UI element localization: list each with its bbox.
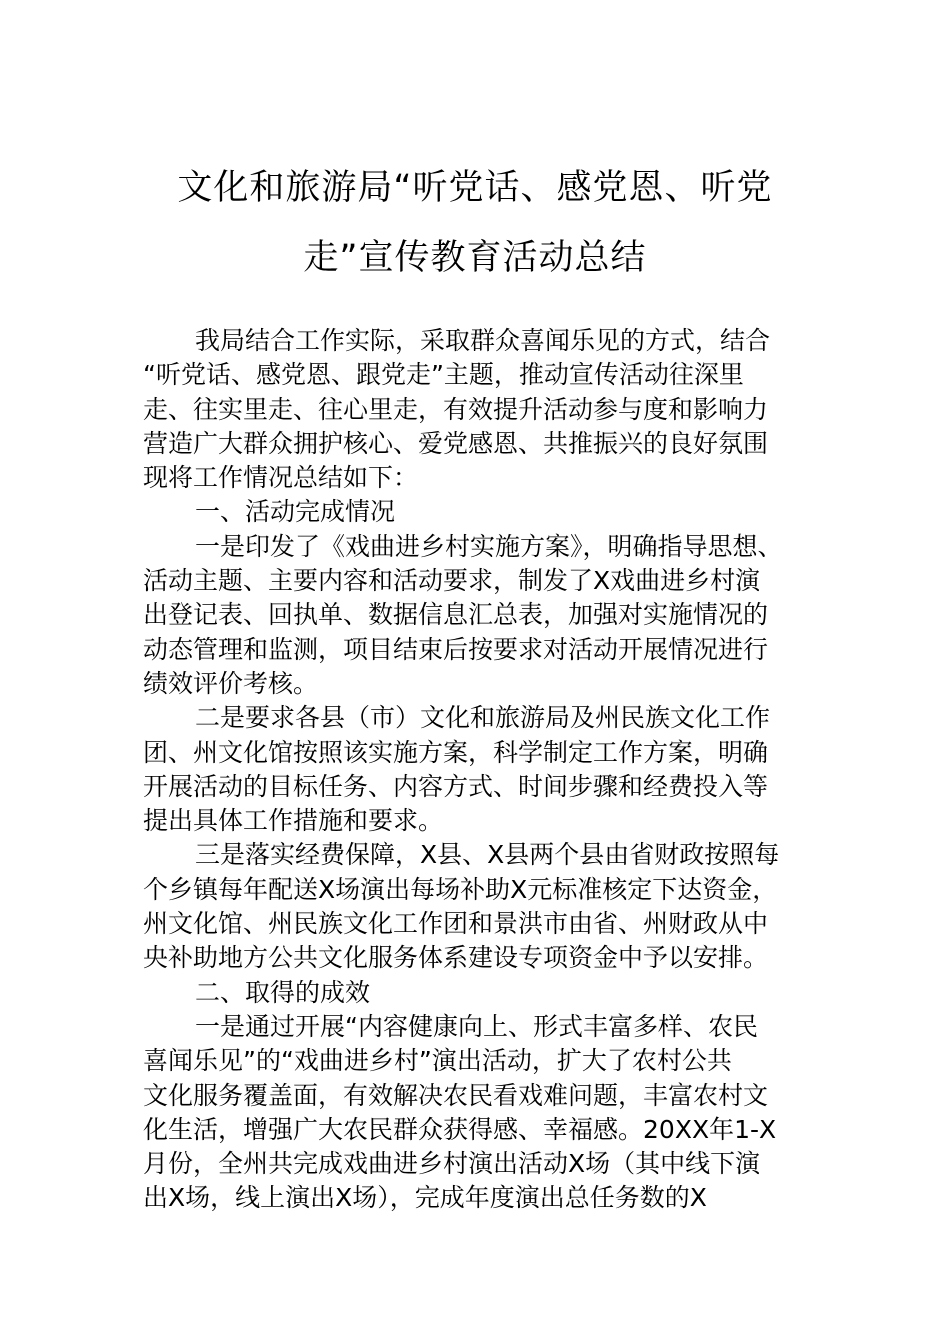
paragraph-line: 出登记表、回执单、数据信息汇总表，加强对实施情况的 — [143, 600, 769, 630]
paragraph-intro-line: 我局结合工作实际，采取群众喜闻乐见的方式，结合 — [195, 326, 771, 355]
section-heading-2: 二、取得的成效 — [195, 977, 371, 1007]
paragraph-intro-line: 现将工作情况总结如下： — [143, 463, 419, 493]
paragraph-line: 喜闻乐见”的“戏曲进乡村”演出活动，扩大了农村公共 — [143, 1046, 732, 1076]
section-heading-1: 一、活动完成情况 — [195, 497, 396, 527]
document-title-line-1: 文化和旅游局“听党话、感党恩、听党 — [177, 168, 773, 208]
paragraph-line: 绩效评价考核。 — [143, 668, 319, 698]
paragraph-line: 开展活动的目标任务、内容方式、时间步骤和经费投入等 — [143, 771, 769, 801]
paragraph-line: 三是落实经费保障，X县、X县两个县由省财政按照每 — [195, 840, 780, 870]
paragraph-line: 出X场，线上演出X场），完成年度演出总任务数的X — [143, 1183, 707, 1213]
paragraph-line: 州文化馆、州民族文化工作团和景洪市由省、州财政从中 — [143, 909, 769, 939]
paragraph-intro-line: 营造广大群众拥护核心、爱党感恩、共推振兴的良好氛围 — [143, 428, 769, 458]
document-body — [143, 324, 813, 1216]
document-title-line-2: 走”宣传教育活动总结 — [303, 238, 647, 278]
paragraph-line: 一是通过开展“内容健康向上、形式丰富多样、农民 — [195, 1011, 758, 1041]
paragraph-line: 个乡镇每年配送X场演出每场补助X元标准核定下达资金， — [143, 874, 778, 904]
paragraph-line: 文化服务覆盖面，有效解决农民看戏难问题，丰富农村文 — [143, 1080, 769, 1110]
paragraph-line: 提出具体工作措施和要求。 — [143, 806, 444, 836]
paragraph-intro-line: 走、往实里走、往心里走，有效提升活动参与度和影响力 — [143, 394, 769, 424]
paragraph-line: 央补助地方公共文化服务体系建设专项资金中予以安排。 — [143, 943, 769, 973]
paragraph-line: 团、州文化馆按照该实施方案，科学制定工作方案，明确 — [143, 737, 769, 767]
paragraph-line: 动态管理和监测，项目结束后按要求对活动开展情况进行 — [143, 634, 769, 664]
paragraph-line: 二是要求各县（市）文化和旅游局及州民族文化工作 — [195, 703, 771, 733]
paragraph-line: 化生活，增强广大农民群众获得感、幸福感。20XX年1-X — [143, 1114, 777, 1144]
paragraph-line: 月份，全州共完成戏曲进乡村演出活动X场（其中线下演 — [143, 1149, 761, 1179]
paragraph-intro-line: “听党话、感党恩、跟党走”主题，推动宣传活动往深里 — [143, 360, 744, 390]
paragraph-line: 活动主题、主要内容和活动要求，制发了X戏曲进乡村演 — [143, 566, 761, 596]
paragraph-line: 一是印发了《戏曲进乡村实施方案》，明确指导思想、 — [195, 531, 783, 561]
